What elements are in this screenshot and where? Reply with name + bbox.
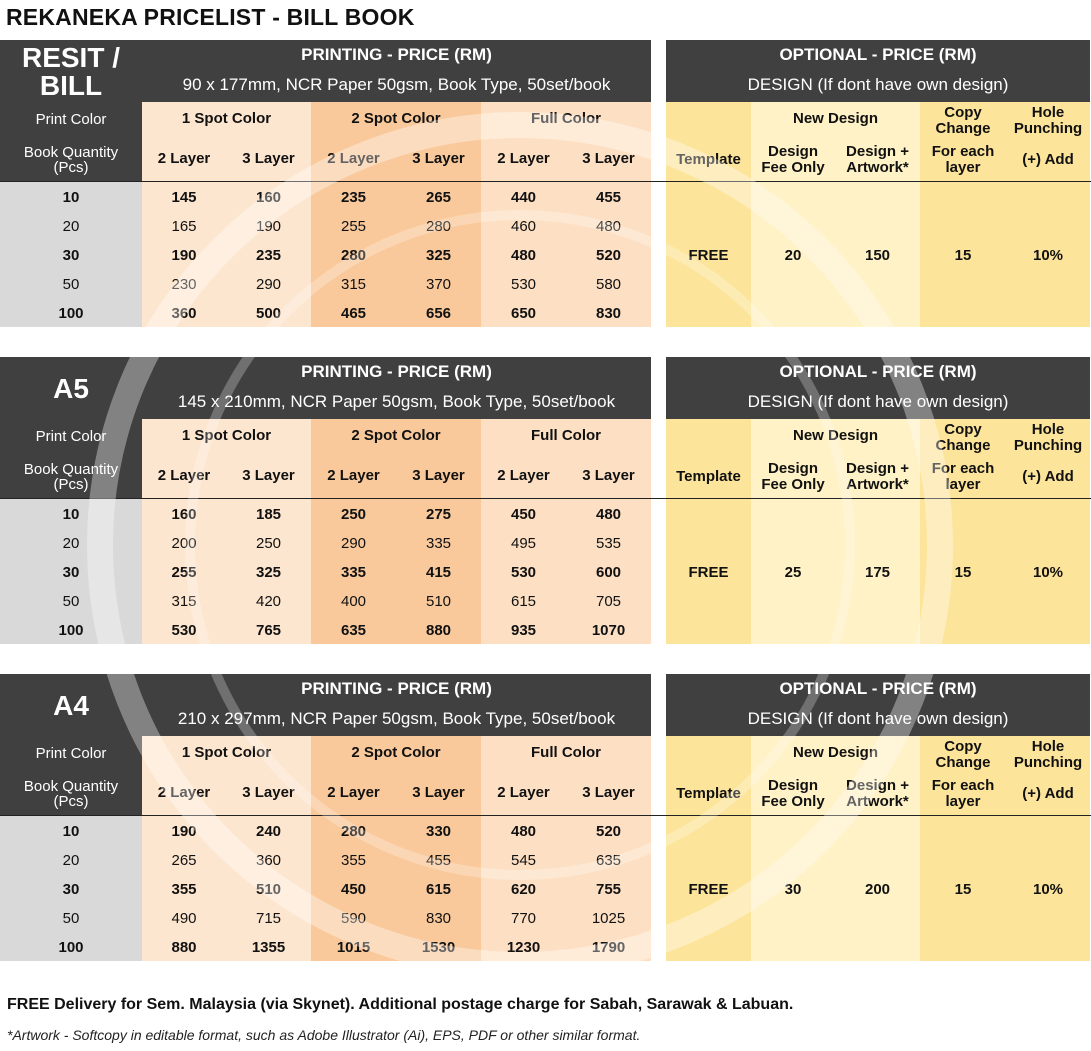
for-each-line1: For each bbox=[931, 777, 995, 794]
design-artwork-value: 175 bbox=[864, 564, 891, 581]
copy-change-value: 15 bbox=[954, 247, 972, 264]
hole-punching-header bbox=[1006, 419, 1090, 457]
section-name bbox=[0, 42, 142, 102]
price-cell: 830 bbox=[425, 910, 452, 927]
price-cell: 335 bbox=[425, 535, 452, 552]
product-spec: 90 x 177mm, NCR Paper 50gsm, Book Type, 50set/book bbox=[182, 75, 611, 94]
price-cell: 765 bbox=[255, 622, 282, 639]
two-spot-color-header: 2 Spot Color bbox=[351, 110, 441, 127]
design-fee-line2: Fee Only bbox=[761, 159, 825, 176]
price-cell: 455 bbox=[595, 189, 622, 206]
hole-punching-value: 10% bbox=[1032, 564, 1064, 581]
new-design-header: New Design bbox=[792, 110, 879, 127]
price-cell: 1790 bbox=[591, 939, 626, 956]
price-cell: 360 bbox=[255, 852, 282, 869]
artwork-note: *Artwork - Softcopy in editable format, such as Adobe Illustrator (Ai), EPS, PDF or other similar format. bbox=[7, 1027, 641, 1043]
price-cell: 355 bbox=[340, 852, 367, 869]
price-cell: 880 bbox=[425, 622, 452, 639]
copy-change-header bbox=[920, 736, 1006, 774]
two-spot-color-header: 2 Spot Color bbox=[351, 427, 441, 444]
quantity-cell: 20 bbox=[62, 218, 80, 235]
layer-header: 3 Layer bbox=[242, 784, 295, 801]
price-cell: 530 bbox=[510, 564, 537, 581]
optional-design-desc: DESIGN (If dont have own design) bbox=[747, 709, 1009, 728]
price-cell: 360 bbox=[171, 305, 197, 322]
pcs-text: (Pcs) bbox=[53, 159, 89, 176]
design-fee-line1: Design bbox=[767, 460, 818, 477]
price-cell: 250 bbox=[255, 535, 282, 552]
price-cell: 190 bbox=[171, 823, 197, 840]
price-cell: 465 bbox=[340, 305, 367, 322]
hole-punching-value: 10% bbox=[1032, 247, 1064, 264]
quantity-cell: 10 bbox=[62, 506, 80, 523]
header-divider bbox=[0, 815, 1091, 816]
copy-change-header bbox=[920, 419, 1006, 457]
one-spot-color-header: 1 Spot Color bbox=[181, 110, 272, 127]
pcs-text: (Pcs) bbox=[53, 793, 89, 810]
price-cell: 495 bbox=[510, 535, 537, 552]
price-cell: 290 bbox=[255, 276, 282, 293]
full-color-header: Full Color bbox=[531, 110, 601, 127]
quantity-cell: 20 bbox=[62, 852, 80, 869]
quantity-cell: 100 bbox=[58, 305, 84, 322]
section-2 bbox=[0, 357, 1091, 647]
price-cell: 335 bbox=[340, 564, 367, 581]
price-cell: 455 bbox=[425, 852, 452, 869]
copy-change-value: 15 bbox=[954, 564, 972, 581]
header-divider bbox=[0, 181, 1091, 182]
printing-header: PRINTING - PRICE (RM) bbox=[301, 679, 492, 698]
for-each-layer-header bbox=[920, 140, 1006, 180]
template-header: Template bbox=[676, 785, 741, 802]
for-each-line1: For each bbox=[931, 143, 995, 160]
template-header: Template bbox=[676, 151, 741, 168]
plus-add-header: (+) Add bbox=[1022, 468, 1074, 485]
layer-header: 2 Layer bbox=[327, 784, 380, 801]
copy-change-header bbox=[920, 102, 1006, 140]
design-artwork-line1: Design + bbox=[846, 460, 909, 477]
quantity-cell: 50 bbox=[62, 593, 80, 610]
quantity-cell: 20 bbox=[62, 535, 80, 552]
design-fee-line1: Design bbox=[767, 143, 818, 160]
price-cell: 1015 bbox=[336, 939, 371, 956]
full-color-header: Full Color bbox=[531, 427, 601, 444]
price-cell: 255 bbox=[171, 564, 197, 581]
price-cell: 620 bbox=[510, 881, 537, 898]
price-cell: 145 bbox=[171, 189, 197, 206]
quantity-cell: 30 bbox=[62, 564, 80, 581]
template-header: Template bbox=[676, 468, 741, 485]
price-cell: 705 bbox=[595, 593, 622, 610]
price-cell: 315 bbox=[171, 593, 197, 610]
price-cell: 1070 bbox=[591, 622, 626, 639]
layer-header: 3 Layer bbox=[582, 467, 635, 484]
price-cell: 480 bbox=[595, 506, 622, 523]
price-cell: 185 bbox=[255, 506, 282, 523]
price-cell: 160 bbox=[255, 189, 282, 206]
price-cell: 755 bbox=[595, 881, 622, 898]
full-color-header: Full Color bbox=[531, 744, 601, 761]
copy-change-line1: Copy bbox=[944, 738, 982, 755]
price-cell: 370 bbox=[425, 276, 452, 293]
plus-add-header: (+) Add bbox=[1022, 151, 1074, 168]
layer-header: 2 Layer bbox=[497, 150, 550, 167]
price-cell: 530 bbox=[171, 622, 197, 639]
quantity-cell: 50 bbox=[62, 910, 80, 927]
copy-change-line1: Copy bbox=[944, 104, 982, 121]
design-artwork-line2: Artwork* bbox=[846, 159, 909, 176]
price-cell: 635 bbox=[595, 852, 622, 869]
price-cell: 200 bbox=[171, 535, 197, 552]
book-quantity-text: Book Quantity bbox=[23, 461, 119, 478]
print-color-label: Print Color bbox=[35, 744, 107, 762]
quantity-cell: 30 bbox=[62, 247, 80, 264]
price-cell: 770 bbox=[510, 910, 537, 927]
header-divider bbox=[0, 498, 1091, 499]
design-artwork-header bbox=[835, 774, 920, 814]
for-each-layer-header bbox=[920, 457, 1006, 497]
quantity-cell: 30 bbox=[62, 881, 80, 898]
section-name-line2: BILL bbox=[39, 70, 103, 101]
design-artwork-value: 150 bbox=[864, 247, 891, 264]
template-value: FREE bbox=[688, 564, 729, 581]
copy-change-line2: Change bbox=[935, 437, 991, 454]
price-cell: 480 bbox=[510, 823, 537, 840]
template-value: FREE bbox=[688, 247, 729, 264]
price-cell: 715 bbox=[255, 910, 282, 927]
layer-header: 2 Layer bbox=[497, 784, 550, 801]
book-quantity-text: Book Quantity bbox=[23, 778, 119, 795]
price-cell: 315 bbox=[340, 276, 367, 293]
quantity-cell: 10 bbox=[62, 823, 80, 840]
price-cell: 520 bbox=[595, 247, 622, 264]
price-cell: 160 bbox=[171, 506, 197, 523]
hole-punching-value: 10% bbox=[1032, 881, 1064, 898]
optional-header: OPTIONAL - PRICE (RM) bbox=[779, 45, 977, 64]
hole-line1: Hole bbox=[1031, 738, 1065, 755]
design-fee-value: 25 bbox=[784, 564, 802, 581]
price-cell: 480 bbox=[595, 218, 622, 235]
layer-header: 3 Layer bbox=[242, 467, 295, 484]
print-color-label: Print Color bbox=[35, 110, 107, 128]
price-cell: 590 bbox=[340, 910, 367, 927]
book-quantity-label bbox=[0, 776, 142, 812]
price-cell: 255 bbox=[340, 218, 367, 235]
design-fee-line2: Fee Only bbox=[761, 476, 825, 493]
price-cell: 325 bbox=[255, 564, 282, 581]
price-cell: 880 bbox=[171, 939, 197, 956]
section-1 bbox=[0, 40, 1091, 330]
printing-header: PRINTING - PRICE (RM) bbox=[301, 362, 492, 381]
price-cell: 330 bbox=[425, 823, 452, 840]
price-cell: 265 bbox=[425, 189, 452, 206]
price-cell: 235 bbox=[340, 189, 367, 206]
for-each-line2: layer bbox=[945, 159, 981, 176]
delivery-note: FREE Delivery for Sem. Malaysia (via Skynet). Additional postage charge for Sabah, Sarawak & Labuan. bbox=[7, 996, 794, 1013]
layer-header: 3 Layer bbox=[412, 150, 465, 167]
quantity-cell: 10 bbox=[62, 189, 80, 206]
template-column-bg bbox=[666, 736, 751, 961]
price-cell: 650 bbox=[510, 305, 537, 322]
price-cell: 235 bbox=[255, 247, 282, 264]
price-cell: 230 bbox=[171, 276, 197, 293]
new-design-header: New Design bbox=[792, 744, 879, 761]
newdesign-column-bg bbox=[751, 736, 920, 961]
book-quantity-text: Book Quantity bbox=[23, 144, 119, 161]
template-column-bg bbox=[666, 102, 751, 327]
price-cell: 535 bbox=[595, 535, 622, 552]
quantity-cell: 100 bbox=[58, 939, 84, 956]
book-quantity-label bbox=[0, 459, 142, 495]
quantity-cell: 100 bbox=[58, 622, 84, 639]
price-cell: 400 bbox=[340, 593, 367, 610]
price-cell: 250 bbox=[340, 506, 367, 523]
price-cell: 420 bbox=[255, 593, 282, 610]
price-cell: 545 bbox=[510, 852, 537, 869]
design-artwork-value: 200 bbox=[864, 881, 891, 898]
design-artwork-line2: Artwork* bbox=[846, 793, 909, 810]
price-cell: 490 bbox=[171, 910, 197, 927]
price-cell: 280 bbox=[425, 218, 452, 235]
newdesign-column-bg bbox=[751, 419, 920, 644]
design-fee-value: 30 bbox=[784, 881, 802, 898]
price-cell: 635 bbox=[340, 622, 367, 639]
price-cell: 615 bbox=[425, 881, 452, 898]
layer-header: 3 Layer bbox=[412, 467, 465, 484]
design-fee-header bbox=[751, 774, 835, 814]
price-cell: 1530 bbox=[421, 939, 456, 956]
layer-header: 3 Layer bbox=[582, 784, 635, 801]
layer-header: 3 Layer bbox=[242, 150, 295, 167]
layer-header: 2 Layer bbox=[157, 467, 211, 484]
layer-header: 2 Layer bbox=[327, 467, 380, 484]
page-title: REKANEKA PRICELIST - BILL BOOK bbox=[6, 4, 415, 30]
hole-line2: Punching bbox=[1013, 437, 1083, 454]
copy-change-line2: Change bbox=[935, 754, 991, 771]
price-cell: 280 bbox=[340, 247, 367, 264]
design-artwork-line1: Design + bbox=[846, 777, 909, 794]
design-fee-line2: Fee Only bbox=[761, 793, 825, 810]
print-color-label: Print Color bbox=[35, 427, 107, 445]
price-cell: 1025 bbox=[591, 910, 626, 927]
price-cell: 355 bbox=[171, 881, 197, 898]
optional-header: OPTIONAL - PRICE (RM) bbox=[779, 679, 977, 698]
price-cell: 450 bbox=[340, 881, 367, 898]
layer-header: 2 Layer bbox=[157, 784, 211, 801]
quantity-cell: 50 bbox=[62, 276, 80, 293]
layer-header: 2 Layer bbox=[327, 150, 380, 167]
design-artwork-header bbox=[835, 140, 920, 180]
section-name bbox=[0, 359, 142, 419]
hole-line2: Punching bbox=[1013, 754, 1083, 771]
hole-line1: Hole bbox=[1031, 104, 1065, 121]
price-cell: 460 bbox=[510, 218, 537, 235]
design-artwork-line1: Design + bbox=[846, 143, 909, 160]
design-artwork-header bbox=[835, 457, 920, 497]
optional-header: OPTIONAL - PRICE (RM) bbox=[779, 362, 977, 381]
layer-header: 2 Layer bbox=[497, 467, 550, 484]
optional-design-desc: DESIGN (If dont have own design) bbox=[747, 392, 1009, 411]
price-cell: 190 bbox=[255, 218, 282, 235]
price-cell: 510 bbox=[255, 881, 282, 898]
for-each-line2: layer bbox=[945, 793, 981, 810]
price-cell: 190 bbox=[171, 247, 197, 264]
optional-design-desc: DESIGN (If dont have own design) bbox=[747, 75, 1009, 94]
one-spot-color-header: 1 Spot Color bbox=[181, 427, 272, 444]
price-cell: 280 bbox=[340, 823, 367, 840]
pcs-text: (Pcs) bbox=[53, 476, 89, 493]
price-cell: 290 bbox=[340, 535, 367, 552]
price-cell: 830 bbox=[595, 305, 622, 322]
layer-header: 3 Layer bbox=[412, 784, 465, 801]
hole-line1: Hole bbox=[1031, 421, 1065, 438]
design-artwork-line2: Artwork* bbox=[846, 476, 909, 493]
copy-change-line1: Copy bbox=[944, 421, 982, 438]
price-cell: 275 bbox=[425, 506, 452, 523]
price-cell: 510 bbox=[425, 593, 452, 610]
book-quantity-label bbox=[0, 142, 142, 178]
price-cell: 480 bbox=[510, 247, 537, 264]
one-spot-color-header: 1 Spot Color bbox=[181, 744, 272, 761]
for-each-line1: For each bbox=[931, 460, 995, 477]
section-name bbox=[0, 676, 142, 736]
price-cell: 600 bbox=[595, 564, 622, 581]
template-column-bg bbox=[666, 419, 751, 644]
design-fee-value: 20 bbox=[784, 247, 802, 264]
hole-punching-header bbox=[1006, 736, 1090, 774]
price-cell: 165 bbox=[171, 218, 197, 235]
section-name-line1: RESIT / bbox=[21, 42, 120, 73]
plus-add-header: (+) Add bbox=[1022, 785, 1074, 802]
design-fee-header bbox=[751, 140, 835, 180]
price-cell: 580 bbox=[595, 276, 622, 293]
layer-header: 3 Layer bbox=[582, 150, 635, 167]
price-cell: 935 bbox=[510, 622, 537, 639]
for-each-layer-header bbox=[920, 774, 1006, 814]
price-cell: 500 bbox=[255, 305, 282, 322]
copy-change-value: 15 bbox=[954, 881, 972, 898]
section-3 bbox=[0, 674, 1091, 964]
price-cell: 450 bbox=[510, 506, 537, 523]
new-design-header: New Design bbox=[792, 427, 879, 444]
product-spec: 210 x 297mm, NCR Paper 50gsm, Book Type, 50set/book bbox=[177, 709, 616, 728]
price-cell: 265 bbox=[171, 852, 197, 869]
price-cell: 615 bbox=[510, 593, 537, 610]
price-cell: 656 bbox=[425, 305, 452, 322]
section-name-line1: A5 bbox=[53, 373, 89, 404]
price-cell: 520 bbox=[595, 823, 622, 840]
hole-line2: Punching bbox=[1013, 120, 1083, 137]
product-spec: 145 x 210mm, NCR Paper 50gsm, Book Type, 50set/book bbox=[177, 392, 616, 411]
price-cell: 415 bbox=[425, 564, 452, 581]
template-value: FREE bbox=[688, 881, 729, 898]
price-cell: 325 bbox=[425, 247, 452, 264]
price-cell: 1230 bbox=[506, 939, 541, 956]
copy-change-line2: Change bbox=[935, 120, 991, 137]
two-spot-color-header: 2 Spot Color bbox=[351, 744, 441, 761]
newdesign-column-bg bbox=[751, 102, 920, 327]
price-cell: 240 bbox=[255, 823, 282, 840]
price-cell: 440 bbox=[510, 189, 537, 206]
layer-header: 2 Layer bbox=[157, 150, 211, 167]
price-cell: 530 bbox=[510, 276, 537, 293]
for-each-line2: layer bbox=[945, 476, 981, 493]
hole-punching-header bbox=[1006, 102, 1090, 140]
design-fee-header bbox=[751, 457, 835, 497]
section-name-line1: A4 bbox=[53, 690, 89, 721]
price-cell: 1355 bbox=[251, 939, 286, 956]
printing-header: PRINTING - PRICE (RM) bbox=[301, 45, 492, 64]
design-fee-line1: Design bbox=[767, 777, 818, 794]
